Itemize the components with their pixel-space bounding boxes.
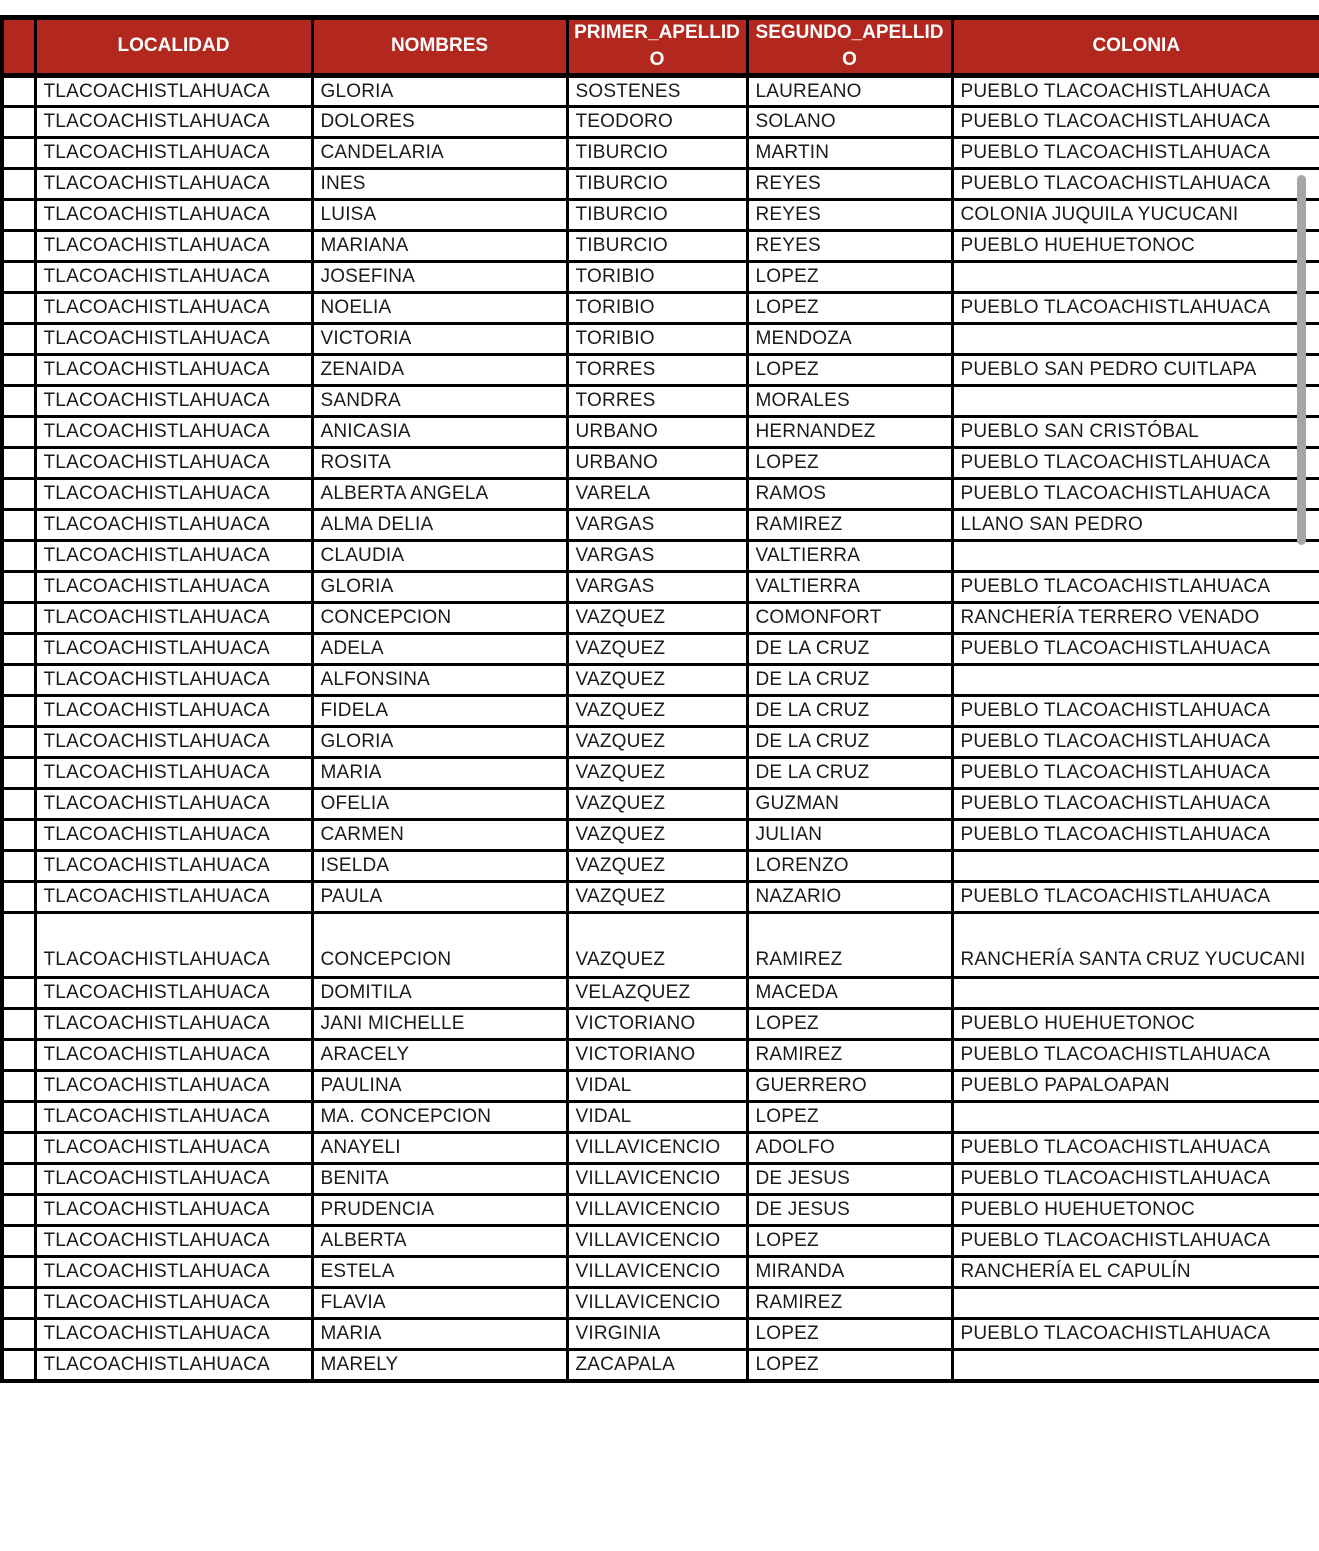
table-row <box>2 355 1319 386</box>
cell-primer-apellido: TORIBIO <box>567 262 747 293</box>
row-margin-cell <box>2 789 35 820</box>
cell-localidad: TLACOACHISTLAHUACA <box>35 324 312 355</box>
row-margin-cell <box>2 820 35 851</box>
cell-nombres: MARIA <box>312 758 567 789</box>
table-row <box>2 1040 1319 1071</box>
cell-colonia: PUEBLO TLACOACHISTLAHUACA <box>952 820 1319 851</box>
cell-localidad: TLACOACHISTLAHUACA <box>35 293 312 324</box>
cell-segundo-apellido: GUZMAN <box>747 789 952 820</box>
cell-segundo-apellido: NAZARIO <box>747 882 952 913</box>
table-row <box>2 1195 1319 1226</box>
header-row <box>2 18 1319 76</box>
cell-colonia: PUEBLO HUEHUETONOC <box>952 231 1319 262</box>
row-margin-cell <box>2 665 35 696</box>
cell-nombres: OFELIA <box>312 789 567 820</box>
cell-localidad: TLACOACHISTLAHUACA <box>35 1195 312 1226</box>
header-cell-nombres: NOMBRES <box>312 18 567 76</box>
cell-segundo-apellido: LAUREANO <box>747 76 952 107</box>
cell-nombres: ESTELA <box>312 1257 567 1288</box>
cell-segundo-apellido: HERNANDEZ <box>747 417 952 448</box>
cell-nombres: ALBERTA <box>312 1226 567 1257</box>
cell-colonia <box>952 1288 1319 1319</box>
table-row <box>2 324 1319 355</box>
cell-primer-apellido: VILLAVICENCIO <box>567 1195 747 1226</box>
cell-primer-apellido: TORRES <box>567 355 747 386</box>
cell-colonia: PUEBLO TLACOACHISTLAHUACA <box>952 696 1319 727</box>
cell-primer-apellido: VAZQUEZ <box>567 820 747 851</box>
cell-localidad: TLACOACHISTLAHUACA <box>35 76 312 107</box>
table-row <box>2 1288 1319 1319</box>
cell-nombres: ANAYELI <box>312 1133 567 1164</box>
cell-localidad: TLACOACHISTLAHUACA <box>35 448 312 479</box>
table-row <box>2 1350 1319 1381</box>
cell-colonia <box>952 262 1319 293</box>
cell-nombres: GLORIA <box>312 572 567 603</box>
cell-nombres: PRUDENCIA <box>312 1195 567 1226</box>
row-margin-cell <box>2 634 35 665</box>
cell-localidad: TLACOACHISTLAHUACA <box>35 200 312 231</box>
cell-colonia: COLONIA JUQUILA YUCUCANI <box>952 200 1319 231</box>
cell-primer-apellido: VIDAL <box>567 1102 747 1133</box>
cell-colonia: PUEBLO TLACOACHISTLAHUACA <box>952 882 1319 913</box>
cell-primer-apellido: TORIBIO <box>567 293 747 324</box>
cell-colonia: PUEBLO TLACOACHISTLAHUACA <box>952 1040 1319 1071</box>
cell-primer-apellido: VARELA <box>567 479 747 510</box>
cell-nombres: CONCEPCION <box>312 603 567 634</box>
cell-colonia <box>952 324 1319 355</box>
cell-primer-apellido: URBANO <box>567 417 747 448</box>
cell-segundo-apellido: RAMIREZ <box>747 510 952 541</box>
cell-segundo-apellido: LOPEZ <box>747 1226 952 1257</box>
row-margin-cell <box>2 293 35 324</box>
row-margin-cell <box>2 1257 35 1288</box>
cell-colonia: PUEBLO HUEHUETONOC <box>952 1195 1319 1226</box>
cell-primer-apellido: VIDAL <box>567 1071 747 1102</box>
row-margin-cell <box>2 1164 35 1195</box>
cell-colonia: RANCHERÍA TERRERO VENADO <box>952 603 1319 634</box>
cell-nombres: FIDELA <box>312 696 567 727</box>
cell-colonia: RANCHERÍA SANTA CRUZ YUCUCANI <box>952 913 1319 978</box>
cell-primer-apellido: VELAZQUEZ <box>567 978 747 1009</box>
cell-nombres: INES <box>312 169 567 200</box>
cell-localidad: TLACOACHISTLAHUACA <box>35 696 312 727</box>
cell-colonia: PUEBLO TLACOACHISTLAHUACA <box>952 138 1319 169</box>
cell-colonia: PUEBLO TLACOACHISTLAHUACA <box>952 448 1319 479</box>
row-margin-cell <box>2 138 35 169</box>
beneficiaries-table <box>0 15 1319 1383</box>
cell-localidad: TLACOACHISTLAHUACA <box>35 231 312 262</box>
table-body <box>2 76 1319 1381</box>
cell-segundo-apellido: ADOLFO <box>747 1133 952 1164</box>
row-margin-cell <box>2 603 35 634</box>
table-row <box>2 1071 1319 1102</box>
cell-primer-apellido: VAZQUEZ <box>567 634 747 665</box>
row-margin-cell <box>2 510 35 541</box>
cell-nombres: ROSITA <box>312 448 567 479</box>
cell-nombres: GLORIA <box>312 727 567 758</box>
table-row <box>2 417 1319 448</box>
cell-segundo-apellido: MARTIN <box>747 138 952 169</box>
table-row <box>2 448 1319 479</box>
row-margin-cell <box>2 386 35 417</box>
cell-nombres: MARIANA <box>312 231 567 262</box>
cell-segundo-apellido: LOPEZ <box>747 1350 952 1381</box>
cell-colonia: PUEBLO TLACOACHISTLAHUACA <box>952 758 1319 789</box>
table-row <box>2 603 1319 634</box>
row-margin-cell <box>2 262 35 293</box>
cell-colonia: PUEBLO TLACOACHISTLAHUACA <box>952 1319 1319 1350</box>
cell-segundo-apellido: DE LA CRUZ <box>747 727 952 758</box>
row-margin-cell <box>2 851 35 882</box>
table-row <box>2 1133 1319 1164</box>
cell-segundo-apellido: RAMIREZ <box>747 1040 952 1071</box>
cell-primer-apellido: VICTORIANO <box>567 1009 747 1040</box>
cell-localidad: TLACOACHISTLAHUACA <box>35 417 312 448</box>
cell-colonia: RANCHERÍA EL CAPULÍN <box>952 1257 1319 1288</box>
row-margin-cell <box>2 541 35 572</box>
table-row <box>2 479 1319 510</box>
cell-segundo-apellido: REYES <box>747 169 952 200</box>
cell-primer-apellido: VILLAVICENCIO <box>567 1164 747 1195</box>
cell-segundo-apellido: LORENZO <box>747 851 952 882</box>
table-row <box>2 76 1319 107</box>
cell-nombres: ZENAIDA <box>312 355 567 386</box>
cell-colonia <box>952 386 1319 417</box>
cell-nombres: ALMA DELIA <box>312 510 567 541</box>
cell-localidad: TLACOACHISTLAHUACA <box>35 1040 312 1071</box>
table-row <box>2 138 1319 169</box>
row-margin-cell <box>2 572 35 603</box>
cell-nombres: MARELY <box>312 1350 567 1381</box>
cell-segundo-apellido: VALTIERRA <box>747 541 952 572</box>
header-cell-row-margin <box>2 18 35 76</box>
table-row <box>2 1226 1319 1257</box>
cell-colonia: PUEBLO TLACOACHISTLAHUACA <box>952 76 1319 107</box>
table-row <box>2 1319 1319 1350</box>
cell-colonia: PUEBLO PAPALOAPAN <box>952 1071 1319 1102</box>
cell-primer-apellido: TIBURCIO <box>567 169 747 200</box>
vertical-scrollbar-thumb[interactable] <box>1297 175 1306 545</box>
table-row <box>2 1009 1319 1040</box>
cell-localidad: TLACOACHISTLAHUACA <box>35 541 312 572</box>
cell-nombres: ALBERTA ANGELA <box>312 479 567 510</box>
cell-nombres: PAULA <box>312 882 567 913</box>
row-margin-cell <box>2 1226 35 1257</box>
table-row <box>2 541 1319 572</box>
cell-primer-apellido: TORIBIO <box>567 324 747 355</box>
cell-primer-apellido: SOSTENES <box>567 76 747 107</box>
cell-localidad: TLACOACHISTLAHUACA <box>35 355 312 386</box>
table-row <box>2 727 1319 758</box>
cell-segundo-apellido: DE JESUS <box>747 1164 952 1195</box>
cell-segundo-apellido: RAMIREZ <box>747 913 952 978</box>
cell-segundo-apellido: MACEDA <box>747 978 952 1009</box>
cell-primer-apellido: ZACAPALA <box>567 1350 747 1381</box>
table-row <box>2 169 1319 200</box>
cell-segundo-apellido: GUERRERO <box>747 1071 952 1102</box>
cell-localidad: TLACOACHISTLAHUACA <box>35 913 312 978</box>
cell-localidad: TLACOACHISTLAHUACA <box>35 882 312 913</box>
cell-nombres: BENITA <box>312 1164 567 1195</box>
cell-localidad: TLACOACHISTLAHUACA <box>35 978 312 1009</box>
table-row <box>2 851 1319 882</box>
cell-localidad: TLACOACHISTLAHUACA <box>35 169 312 200</box>
cell-nombres: CLAUDIA <box>312 541 567 572</box>
cell-nombres: DOMITILA <box>312 978 567 1009</box>
cell-primer-apellido: VILLAVICENCIO <box>567 1133 747 1164</box>
row-margin-cell <box>2 231 35 262</box>
cell-colonia <box>952 851 1319 882</box>
row-margin-cell <box>2 417 35 448</box>
cell-primer-apellido: VAZQUEZ <box>567 851 747 882</box>
row-margin-cell <box>2 758 35 789</box>
cell-nombres: DOLORES <box>312 107 567 138</box>
cell-primer-apellido: TIBURCIO <box>567 200 747 231</box>
cell-nombres: ALFONSINA <box>312 665 567 696</box>
cell-segundo-apellido: VALTIERRA <box>747 572 952 603</box>
cell-segundo-apellido: DE LA CRUZ <box>747 696 952 727</box>
cell-primer-apellido: VILLAVICENCIO <box>567 1257 747 1288</box>
cell-colonia: PUEBLO SAN CRISTÓBAL <box>952 417 1319 448</box>
row-margin-cell <box>2 1288 35 1319</box>
header-cell-segundo-apellido: SEGUNDO_APELLIDO <box>747 18 952 76</box>
cell-localidad: TLACOACHISTLAHUACA <box>35 572 312 603</box>
cell-primer-apellido: VARGAS <box>567 510 747 541</box>
cell-localidad: TLACOACHISTLAHUACA <box>35 1257 312 1288</box>
cell-nombres: FLAVIA <box>312 1288 567 1319</box>
cell-segundo-apellido: MENDOZA <box>747 324 952 355</box>
row-margin-cell <box>2 696 35 727</box>
cell-localidad: TLACOACHISTLAHUACA <box>35 1133 312 1164</box>
cell-localidad: TLACOACHISTLAHUACA <box>35 1164 312 1195</box>
cell-colonia: PUEBLO SAN PEDRO CUITLAPA <box>952 355 1319 386</box>
table-row <box>2 882 1319 913</box>
row-margin-cell <box>2 324 35 355</box>
cell-primer-apellido: VARGAS <box>567 541 747 572</box>
cell-primer-apellido: TEODORO <box>567 107 747 138</box>
cell-nombres: PAULINA <box>312 1071 567 1102</box>
table-row <box>2 978 1319 1009</box>
row-margin-cell <box>2 1133 35 1164</box>
cell-nombres: ARACELY <box>312 1040 567 1071</box>
cell-primer-apellido: VARGAS <box>567 572 747 603</box>
header-cell-colonia: COLONIA <box>952 18 1319 76</box>
cell-colonia: PUEBLO HUEHUETONOC <box>952 1009 1319 1040</box>
row-margin-cell <box>2 479 35 510</box>
cell-nombres: CANDELARIA <box>312 138 567 169</box>
table-row <box>2 510 1319 541</box>
row-margin-cell <box>2 1195 35 1226</box>
cell-nombres: MA. CONCEPCION <box>312 1102 567 1133</box>
row-margin-cell <box>2 1319 35 1350</box>
row-margin-cell <box>2 76 35 107</box>
table-row <box>2 231 1319 262</box>
cell-segundo-apellido: LOPEZ <box>747 448 952 479</box>
cell-primer-apellido: TIBURCIO <box>567 138 747 169</box>
cell-segundo-apellido: SOLANO <box>747 107 952 138</box>
cell-colonia: LLANO SAN PEDRO <box>952 510 1319 541</box>
table-row <box>2 696 1319 727</box>
cell-primer-apellido: VAZQUEZ <box>567 665 747 696</box>
cell-nombres: CONCEPCION <box>312 913 567 978</box>
cell-localidad: TLACOACHISTLAHUACA <box>35 1350 312 1381</box>
row-margin-cell <box>2 1009 35 1040</box>
cell-colonia: PUEBLO TLACOACHISTLAHUACA <box>952 107 1319 138</box>
cell-localidad: TLACOACHISTLAHUACA <box>35 1319 312 1350</box>
cell-primer-apellido: VAZQUEZ <box>567 603 747 634</box>
cell-primer-apellido: VAZQUEZ <box>567 789 747 820</box>
cell-primer-apellido: TIBURCIO <box>567 231 747 262</box>
cell-primer-apellido: VIRGINIA <box>567 1319 747 1350</box>
table-row <box>2 1164 1319 1195</box>
row-margin-cell <box>2 355 35 386</box>
cell-localidad: TLACOACHISTLAHUACA <box>35 510 312 541</box>
row-margin-cell <box>2 448 35 479</box>
header-cell-localidad: LOCALIDAD <box>35 18 312 76</box>
cell-localidad: TLACOACHISTLAHUACA <box>35 107 312 138</box>
cell-primer-apellido: VAZQUEZ <box>567 727 747 758</box>
cell-nombres: CARMEN <box>312 820 567 851</box>
cell-primer-apellido: VAZQUEZ <box>567 913 747 978</box>
cell-localidad: TLACOACHISTLAHUACA <box>35 851 312 882</box>
cell-localidad: TLACOACHISTLAHUACA <box>35 1226 312 1257</box>
table-row <box>2 386 1319 417</box>
cell-primer-apellido: VAZQUEZ <box>567 882 747 913</box>
cell-colonia: PUEBLO TLACOACHISTLAHUACA <box>952 169 1319 200</box>
table-row <box>2 758 1319 789</box>
cell-segundo-apellido: RAMIREZ <box>747 1288 952 1319</box>
cell-nombres: VICTORIA <box>312 324 567 355</box>
cell-localidad: TLACOACHISTLAHUACA <box>35 1102 312 1133</box>
row-margin-cell <box>2 200 35 231</box>
cell-segundo-apellido: MORALES <box>747 386 952 417</box>
row-margin-cell <box>2 169 35 200</box>
cell-localidad: TLACOACHISTLAHUACA <box>35 138 312 169</box>
cell-colonia: PUEBLO TLACOACHISTLAHUACA <box>952 1226 1319 1257</box>
cell-segundo-apellido: REYES <box>747 231 952 262</box>
cell-segundo-apellido: LOPEZ <box>747 1102 952 1133</box>
table-row <box>2 262 1319 293</box>
row-margin-cell <box>2 1040 35 1071</box>
table-row <box>2 293 1319 324</box>
cell-localidad: TLACOACHISTLAHUACA <box>35 727 312 758</box>
cell-segundo-apellido: LOPEZ <box>747 1319 952 1350</box>
cell-localidad: TLACOACHISTLAHUACA <box>35 603 312 634</box>
cell-localidad: TLACOACHISTLAHUACA <box>35 820 312 851</box>
table-row <box>2 1257 1319 1288</box>
cell-colonia: PUEBLO TLACOACHISTLAHUACA <box>952 572 1319 603</box>
cell-colonia: PUEBLO TLACOACHISTLAHUACA <box>952 789 1319 820</box>
cell-nombres: GLORIA <box>312 76 567 107</box>
cell-localidad: TLACOACHISTLAHUACA <box>35 386 312 417</box>
cell-nombres: ANICASIA <box>312 417 567 448</box>
cell-localidad: TLACOACHISTLAHUACA <box>35 1009 312 1040</box>
cell-nombres: LUISA <box>312 200 567 231</box>
header-cell-primer-apellido: PRIMER_APELLIDO <box>567 18 747 76</box>
cell-segundo-apellido: DE LA CRUZ <box>747 634 952 665</box>
cell-colonia: PUEBLO TLACOACHISTLAHUACA <box>952 479 1319 510</box>
cell-primer-apellido: VICTORIANO <box>567 1040 747 1071</box>
cell-colonia <box>952 541 1319 572</box>
cell-segundo-apellido: LOPEZ <box>747 1009 952 1040</box>
cell-localidad: TLACOACHISTLAHUACA <box>35 789 312 820</box>
row-margin-cell <box>2 727 35 758</box>
cell-segundo-apellido: COMONFORT <box>747 603 952 634</box>
cell-nombres: JANI MICHELLE <box>312 1009 567 1040</box>
cell-primer-apellido: VILLAVICENCIO <box>567 1226 747 1257</box>
cell-colonia <box>952 1102 1319 1133</box>
cell-colonia <box>952 978 1319 1009</box>
cell-primer-apellido: VAZQUEZ <box>567 758 747 789</box>
cell-nombres: JOSEFINA <box>312 262 567 293</box>
cell-segundo-apellido: LOPEZ <box>747 262 952 293</box>
cell-segundo-apellido: RAMOS <box>747 479 952 510</box>
cell-colonia: PUEBLO TLACOACHISTLAHUACA <box>952 634 1319 665</box>
cell-nombres: ISELDA <box>312 851 567 882</box>
cell-segundo-apellido: MIRANDA <box>747 1257 952 1288</box>
cell-localidad: TLACOACHISTLAHUACA <box>35 634 312 665</box>
cell-localidad: TLACOACHISTLAHUACA <box>35 758 312 789</box>
cell-segundo-apellido: REYES <box>747 200 952 231</box>
cell-nombres: NOELIA <box>312 293 567 324</box>
cell-colonia: PUEBLO TLACOACHISTLAHUACA <box>952 727 1319 758</box>
cell-primer-apellido: VILLAVICENCIO <box>567 1288 747 1319</box>
cell-nombres: MARIA <box>312 1319 567 1350</box>
cell-colonia: PUEBLO TLACOACHISTLAHUACA <box>952 293 1319 324</box>
table-row <box>2 1102 1319 1133</box>
row-margin-cell <box>2 1102 35 1133</box>
cell-segundo-apellido: LOPEZ <box>747 355 952 386</box>
cell-localidad: TLACOACHISTLAHUACA <box>35 262 312 293</box>
row-margin-cell <box>2 913 35 978</box>
row-margin-cell <box>2 882 35 913</box>
cell-colonia <box>952 1350 1319 1381</box>
cell-segundo-apellido: DE LA CRUZ <box>747 758 952 789</box>
row-margin-cell <box>2 1071 35 1102</box>
table-row <box>2 665 1319 696</box>
cell-localidad: TLACOACHISTLAHUACA <box>35 1071 312 1102</box>
row-margin-cell <box>2 978 35 1009</box>
cell-colonia: PUEBLO TLACOACHISTLAHUACA <box>952 1164 1319 1195</box>
cell-colonia <box>952 665 1319 696</box>
table-row <box>2 634 1319 665</box>
table-row <box>2 789 1319 820</box>
table-row <box>2 200 1319 231</box>
cell-primer-apellido: URBANO <box>567 448 747 479</box>
cell-segundo-apellido: DE JESUS <box>747 1195 952 1226</box>
cell-segundo-apellido: LOPEZ <box>747 293 952 324</box>
cell-localidad: TLACOACHISTLAHUACA <box>35 479 312 510</box>
cell-segundo-apellido: JULIAN <box>747 820 952 851</box>
table-row <box>2 820 1319 851</box>
cell-primer-apellido: TORRES <box>567 386 747 417</box>
table-row <box>2 572 1319 603</box>
row-margin-cell <box>2 1350 35 1381</box>
cell-localidad: TLACOACHISTLAHUACA <box>35 1288 312 1319</box>
cell-nombres: ADELA <box>312 634 567 665</box>
cell-localidad: TLACOACHISTLAHUACA <box>35 665 312 696</box>
table-row <box>2 913 1319 978</box>
row-margin-cell <box>2 107 35 138</box>
table-row <box>2 107 1319 138</box>
cell-primer-apellido: VAZQUEZ <box>567 696 747 727</box>
cell-colonia: PUEBLO TLACOACHISTLAHUACA <box>952 1133 1319 1164</box>
cell-segundo-apellido: DE LA CRUZ <box>747 665 952 696</box>
cell-nombres: SANDRA <box>312 386 567 417</box>
